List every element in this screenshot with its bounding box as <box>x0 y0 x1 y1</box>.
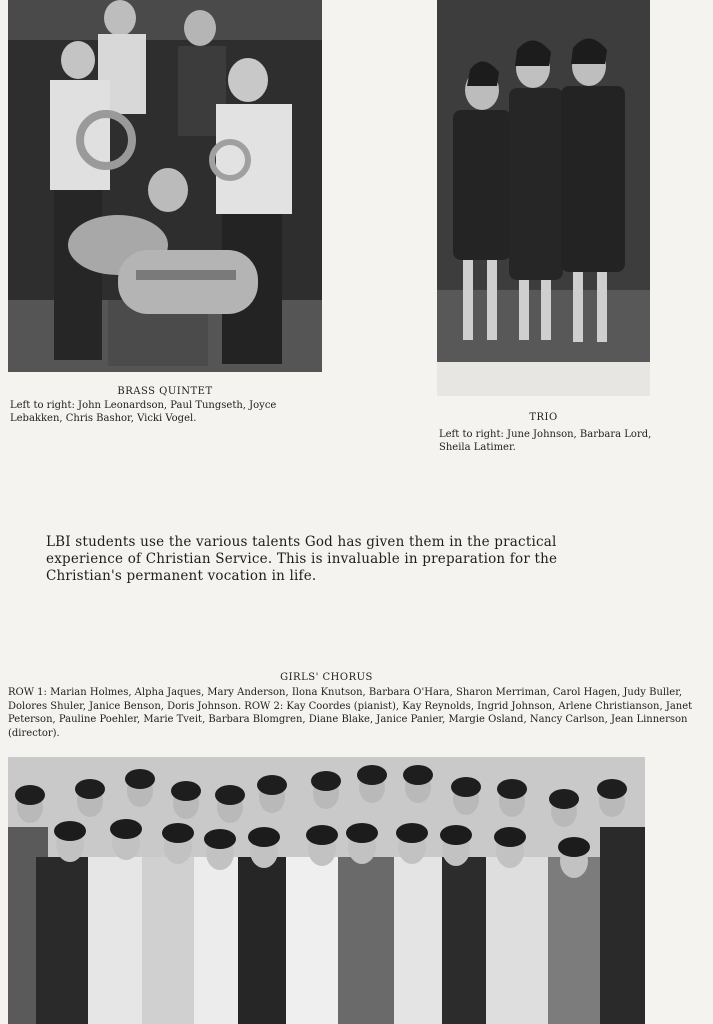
brass-quintet-photo <box>8 0 322 372</box>
trio-photo <box>437 0 650 396</box>
girls-chorus-caption: ROW 1: Marian Holmes, Alpha Jaques, Mary Anderson, Ilona Knutson, Barbara O'Hara, Sharon Merriman, Carol Hagen, Judy Buller, Dolores Shuler, Janice Benson, Doris Johnson. ROW 2: Kay Coordes (pianist), Kay Reynolds, Ingrid Johnson, Arlene Christianson, Janet Peterson, Pauline Poehler, Marie Tveit, Barbara Blomgren, Diane Blake, Janice Panier, Margie Osland, Nancy Carlson, Jean Linnerson (director). <box>8 687 693 739</box>
trio-title: TRIO <box>529 412 558 423</box>
girls-chorus-title: GIRLS' CHORUS <box>280 672 373 683</box>
intro-paragraph: LBI students use the various talents God has given them in the practical experience of Christian Service. This is invaluable in preparation for the Christian's permanent vocation in life. <box>46 534 558 584</box>
brass-quintet-title: BRASS QUINTET <box>117 386 213 397</box>
girls-chorus-photo <box>8 757 645 1024</box>
trio-caption: Left to right: June Johnson, Barbara Lord, Sheila Latimer. <box>439 429 652 453</box>
brass-quintet-caption: Left to right: John Leonardson, Paul Tungseth, Joyce Lebakken, Chris Bashor, Vicki Vogel. <box>10 400 277 424</box>
